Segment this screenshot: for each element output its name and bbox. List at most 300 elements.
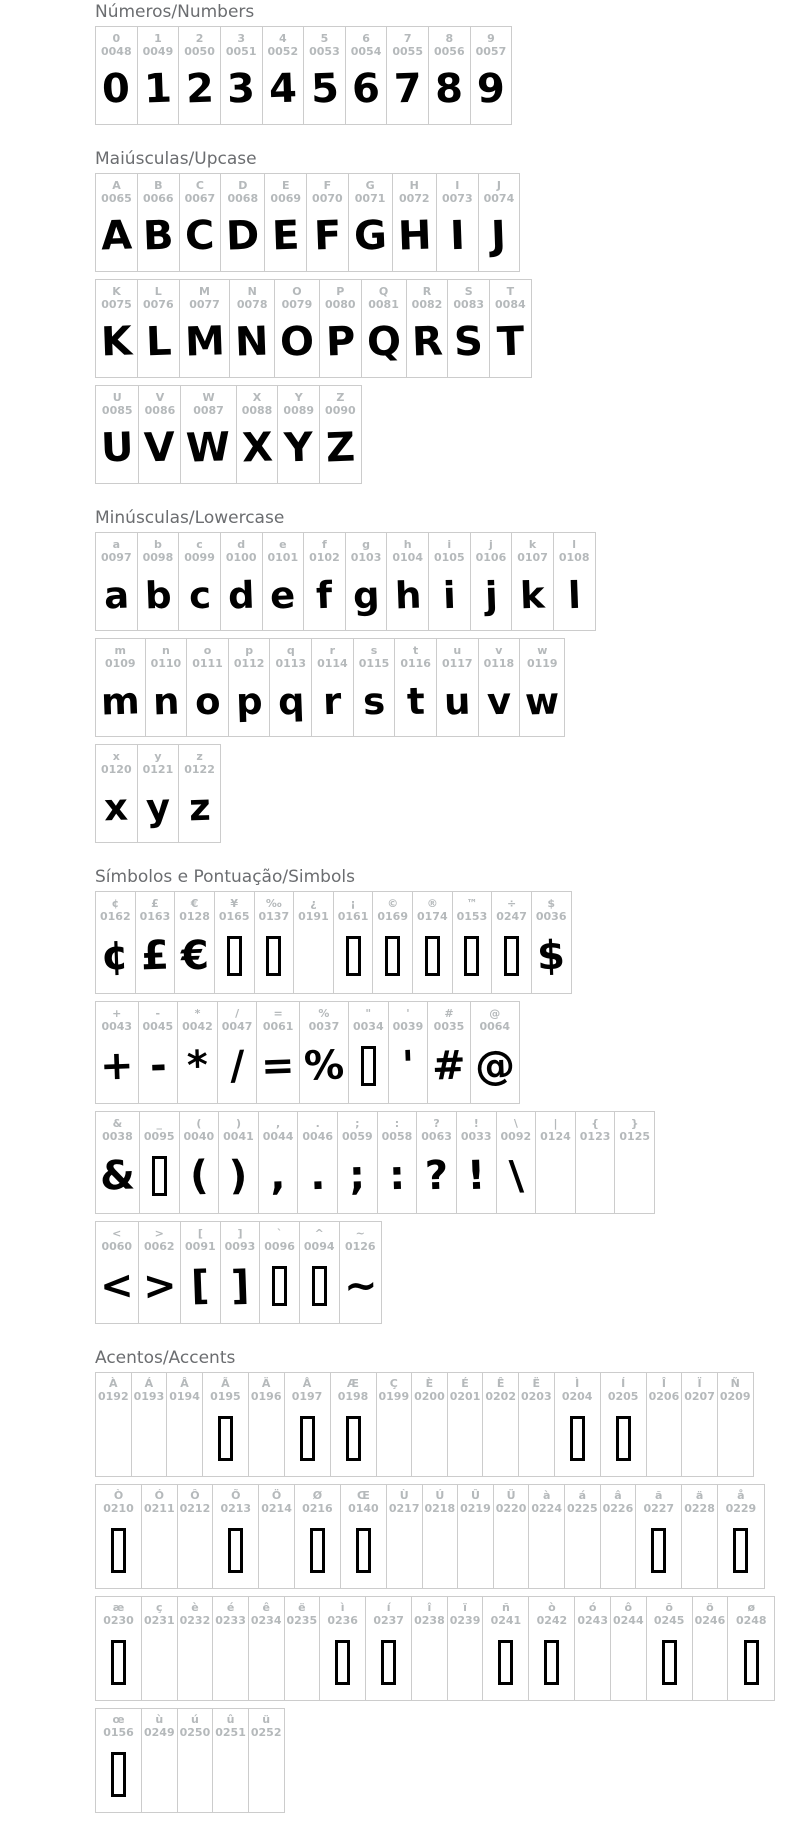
cell-unicode-label: 0108 <box>558 551 590 564</box>
cell-unicode-label: 0034 <box>352 1020 384 1033</box>
cell-character-label: < <box>112 1227 122 1240</box>
cell-character-label: h <box>403 538 412 551</box>
glyph-preview: M <box>183 318 226 366</box>
cell-unicode-label: 0104 <box>392 551 423 564</box>
cell-character-label: 3 <box>237 32 246 45</box>
glyph-area <box>226 205 259 264</box>
glyph-cell <box>96 280 138 377</box>
glyph-area <box>346 923 361 986</box>
cell-unicode-label: 0114 <box>317 657 348 670</box>
glyph-preview: T <box>495 318 525 366</box>
glyph-preview: p <box>235 679 264 723</box>
cell-character-label: ® <box>426 897 438 910</box>
glyph-area <box>395 564 421 623</box>
cell-unicode-label: 0035 <box>433 1020 465 1033</box>
glyph-preview: C <box>184 212 216 260</box>
glyph-area <box>616 1403 631 1470</box>
cell-unicode-label: 0125 <box>619 1130 651 1143</box>
cell-character-label: Ë <box>532 1377 541 1390</box>
cell-unicode-label: 0072 <box>398 192 430 205</box>
section <box>95 1348 800 1813</box>
cell-unicode-label: 0122 <box>184 763 215 776</box>
glyph-cell <box>213 1709 249 1812</box>
cell-unicode-label: 0197 <box>291 1390 323 1403</box>
cell-character-label: © <box>387 897 399 910</box>
glyph-area <box>146 311 172 370</box>
glyph-preview: ~ <box>342 1262 378 1310</box>
cell-unicode-label: 0252 <box>250 1726 282 1739</box>
cell-unicode-label: 0055 <box>392 45 423 58</box>
cell-unicode-label: 0249 <box>144 1726 175 1739</box>
glyph-area <box>344 1253 378 1316</box>
cell-character-label: I <box>455 179 460 192</box>
glyph-preview: x <box>103 785 129 829</box>
cell-unicode-label: 0243 <box>577 1614 608 1627</box>
cell-character-label: U <box>112 391 122 404</box>
glyph-area <box>485 564 498 623</box>
glyph-preview: £ <box>140 932 170 980</box>
glyph-cell <box>413 892 453 993</box>
cell-unicode-label: 0057 <box>475 45 507 58</box>
glyph-area <box>102 58 130 117</box>
glyph-area <box>520 564 545 623</box>
cell-character-label: Ö <box>271 1489 282 1502</box>
glyph-cell <box>138 280 180 377</box>
cell-character-label: " <box>365 1007 372 1020</box>
cell-unicode-label: 0100 <box>225 551 257 564</box>
glyph-cell <box>423 1485 459 1588</box>
cell-character-label: B <box>154 179 163 192</box>
glyph-cell <box>494 1485 530 1588</box>
glyph-preview: q <box>276 679 305 723</box>
font-character-map <box>95 2 800 1813</box>
cell-unicode-label: 0039 <box>392 1020 424 1033</box>
cell-unicode-label: 0174 <box>417 910 448 923</box>
glyph-cell <box>229 639 271 736</box>
glyph-cell <box>346 533 388 630</box>
glyph-cell <box>575 1597 611 1700</box>
glyph-area <box>316 564 332 623</box>
cell-character-label: ò <box>548 1601 556 1614</box>
cell-character-label: Ê <box>496 1377 505 1390</box>
glyph-preview: r <box>322 679 343 723</box>
cell-character-label: \ <box>513 1117 518 1130</box>
glyph-cell <box>389 1002 429 1103</box>
glyph-area <box>314 205 341 264</box>
cell-character-label: ~ <box>355 1227 365 1240</box>
glyph-cell <box>479 639 521 736</box>
cell-unicode-label: 0194 <box>169 1390 200 1403</box>
glyph-area <box>444 670 470 729</box>
glyph-area <box>498 1627 513 1694</box>
cell-character-label: T <box>506 285 515 298</box>
cell-character-label: m <box>114 644 127 657</box>
glyph-preview: J <box>490 212 508 260</box>
cell-character-label: ù <box>155 1713 164 1726</box>
glyph-preview: * <box>186 1042 209 1090</box>
cell-character-label: ó <box>588 1601 597 1614</box>
cell-character-label: p <box>245 644 254 657</box>
glyph-cell <box>178 1709 214 1812</box>
cell-character-label: ¥ <box>230 897 239 910</box>
glyph-preview: L <box>144 318 172 366</box>
glyph-row <box>95 385 362 484</box>
glyph-preview: > <box>141 1262 177 1310</box>
glyph-area <box>189 564 211 623</box>
glyph-cell <box>693 1597 729 1700</box>
cell-unicode-label: 0058 <box>381 1130 413 1143</box>
cell-character-label: Ï <box>697 1377 702 1390</box>
glyph-area <box>354 205 387 264</box>
cell-unicode-label: 0048 <box>101 45 132 58</box>
cell-unicode-label: 0099 <box>184 551 215 564</box>
glyph-cell <box>536 1112 576 1213</box>
cell-unicode-label: 0229 <box>725 1502 757 1515</box>
glyph-area <box>100 1143 135 1206</box>
missing-glyph-box <box>227 936 242 976</box>
cell-character-label: 5 <box>320 32 329 45</box>
cell-character-label: € <box>190 897 199 910</box>
cell-character-label: Q <box>378 285 389 298</box>
glyph-area <box>402 1033 414 1096</box>
glyph-preview: ( <box>188 1152 209 1200</box>
cell-character-label: G <box>365 179 375 192</box>
glyph-cell <box>320 280 362 377</box>
cell-character-label: É <box>461 1377 469 1390</box>
glyph-cell <box>96 1709 142 1812</box>
glyph-cell <box>96 1112 140 1213</box>
glyph-cell <box>412 1373 448 1476</box>
cell-unicode-label: 0211 <box>144 1502 175 1515</box>
glyph-area <box>231 1253 249 1316</box>
glyph-cell <box>320 1597 366 1700</box>
glyph-preview: \ <box>507 1152 524 1200</box>
glyph-area <box>744 1627 759 1694</box>
glyph-cell <box>718 1373 753 1476</box>
cell-unicode-label: 0230 <box>103 1614 134 1627</box>
cell-unicode-label: 0046 <box>302 1130 334 1143</box>
glyph-preview: € <box>179 932 210 980</box>
cell-unicode-label: 0088 <box>241 404 273 417</box>
glyph-area <box>104 564 129 623</box>
glyph-cell <box>346 27 388 124</box>
glyph-preview: d <box>227 573 256 617</box>
glyph-area <box>361 1033 376 1096</box>
cell-character-label: { <box>591 1117 599 1130</box>
glyph-cell <box>366 1597 412 1700</box>
glyph-cell <box>285 1373 331 1476</box>
glyph-preview: Z <box>325 424 356 472</box>
glyph-preview: I <box>449 212 466 260</box>
glyph-area <box>284 417 313 476</box>
glyph-area <box>477 58 505 117</box>
cell-character-label: u <box>453 644 462 657</box>
cell-character-label: ï <box>463 1601 467 1614</box>
cell-character-label: Ä <box>261 1377 271 1390</box>
glyph-area <box>278 670 305 729</box>
glyph-area <box>100 1253 134 1316</box>
cell-character-label: ™ <box>466 897 478 910</box>
glyph-preview: K <box>100 318 133 366</box>
cell-character-label: A <box>112 179 121 192</box>
glyph-area <box>227 923 242 986</box>
missing-glyph-box <box>312 1266 327 1306</box>
glyph-cell <box>647 1373 683 1476</box>
cell-unicode-label: 0089 <box>283 404 315 417</box>
cell-character-label: 9 <box>487 32 495 45</box>
glyph-area <box>270 564 295 623</box>
cell-character-label: X <box>252 391 262 404</box>
cell-unicode-label: 0064 <box>479 1020 511 1033</box>
cell-unicode-label: 0199 <box>378 1390 410 1403</box>
glyph-preview: F <box>312 212 342 260</box>
cell-unicode-label: 0050 <box>184 45 215 58</box>
glyph-cell <box>140 1112 180 1213</box>
glyph-row <box>95 279 532 378</box>
cell-unicode-label: 0235 <box>286 1614 318 1627</box>
glyph-cell <box>307 174 349 271</box>
cell-character-label: b <box>154 538 162 551</box>
glyph-preview: 2 <box>184 65 215 113</box>
glyph-area <box>111 1515 126 1582</box>
glyph-preview: / <box>228 1042 246 1090</box>
cell-character-label: Ü <box>506 1489 516 1502</box>
glyph-row <box>95 744 221 843</box>
cell-character-label: n <box>161 644 170 657</box>
glyph-preview: Y <box>283 424 315 472</box>
missing-glyph-box <box>361 1046 376 1086</box>
cell-character-label: £ <box>151 897 159 910</box>
missing-glyph-box <box>544 1640 559 1685</box>
cell-unicode-label: 0206 <box>648 1390 680 1403</box>
cell-character-label: F <box>323 179 332 192</box>
glyph-area <box>236 670 263 729</box>
cell-unicode-label: 0241 <box>490 1614 522 1627</box>
glyph-cell <box>479 174 520 271</box>
cell-character-label: x <box>112 750 120 763</box>
cell-unicode-label: 0246 <box>694 1614 726 1627</box>
glyph-area <box>101 923 129 986</box>
glyph-area <box>100 1033 134 1096</box>
glyph-area <box>186 417 230 476</box>
glyph-cell <box>457 1112 497 1213</box>
cell-unicode-label: 0067 <box>184 192 216 205</box>
cell-unicode-label: 0085 <box>101 404 133 417</box>
glyph-row <box>95 1708 285 1813</box>
cell-character-label: Œ <box>356 1489 370 1502</box>
cell-character-label: + <box>112 1007 122 1020</box>
cell-unicode-label: 0037 <box>308 1020 340 1033</box>
cell-unicode-label: 0107 <box>517 551 548 564</box>
cell-character-label: ¿ <box>310 897 317 910</box>
glyph-cell <box>512 533 554 630</box>
glyph-area <box>101 311 132 370</box>
glyph-preview: & <box>99 1152 136 1200</box>
cell-character-label: ) <box>235 1117 241 1130</box>
cell-unicode-label: 0036 <box>535 910 567 923</box>
cell-character-label: r <box>329 644 336 657</box>
glyph-area <box>497 311 524 370</box>
missing-glyph-box <box>111 1752 126 1797</box>
glyph-cell <box>179 27 221 124</box>
glyph-cell <box>215 892 255 993</box>
glyph-cell <box>179 533 221 630</box>
glyph-cell <box>647 1597 693 1700</box>
cell-character-label: W <box>202 391 215 404</box>
cell-character-label: y <box>154 750 162 763</box>
cell-character-label: s <box>370 644 378 657</box>
cell-unicode-label: 0236 <box>327 1614 358 1627</box>
cell-unicode-label: 0228 <box>684 1502 715 1515</box>
glyph-preview: 4 <box>268 65 298 113</box>
glyph-area <box>195 670 220 729</box>
glyph-area <box>568 564 581 623</box>
glyph-area <box>186 58 214 117</box>
glyph-area <box>311 58 339 117</box>
glyph-preview: v <box>486 679 512 723</box>
cell-character-label: ¡ <box>350 897 356 910</box>
glyph-cell <box>136 892 176 993</box>
glyph-cell <box>312 639 354 736</box>
cell-unicode-label: 0066 <box>142 192 174 205</box>
glyph-cell <box>139 1222 182 1323</box>
glyph-cell <box>320 386 361 483</box>
glyph-area <box>145 564 172 623</box>
cell-character-label: ; <box>355 1117 360 1130</box>
glyph-cell <box>492 892 532 993</box>
cell-character-label: 2 <box>195 32 204 45</box>
glyph-area <box>310 1143 325 1206</box>
glyph-area <box>385 923 400 986</box>
glyph-cell <box>728 1597 774 1700</box>
glyph-cell <box>718 1485 764 1588</box>
glyph-preview: - <box>148 1042 167 1090</box>
cell-character-label: 8 <box>445 32 454 45</box>
glyph-row <box>95 891 572 994</box>
glyph-preview: 0 <box>101 65 132 113</box>
glyph-cell <box>181 386 236 483</box>
cell-unicode-label: 0044 <box>262 1130 294 1143</box>
cell-character-label: Ò <box>113 1489 124 1502</box>
cell-character-label: ì <box>340 1601 345 1614</box>
cell-unicode-label: 0212 <box>179 1502 211 1515</box>
cell-unicode-label: 0169 <box>377 910 408 923</box>
cell-character-label: & <box>112 1117 123 1130</box>
missing-glyph-box <box>464 936 479 976</box>
cell-character-label: o <box>203 644 212 657</box>
glyph-cell <box>601 1373 647 1476</box>
cell-character-label: î <box>427 1601 432 1614</box>
glyph-cell <box>96 1373 132 1476</box>
glyph-preview: : <box>388 1152 406 1200</box>
cell-character-label: f <box>322 538 327 551</box>
glyph-area <box>150 1033 167 1096</box>
glyph-area <box>272 1253 287 1316</box>
cell-character-label: û <box>226 1713 235 1726</box>
glyph-preview: u <box>443 679 472 723</box>
cell-unicode-label: 0094 <box>303 1240 335 1253</box>
glyph-cell <box>428 1002 471 1103</box>
cell-unicode-label: 0112 <box>233 657 265 670</box>
cell-unicode-label: 0140 <box>348 1502 379 1515</box>
cell-unicode-label: 0076 <box>143 298 174 311</box>
cell-unicode-label: 0217 <box>388 1502 420 1515</box>
glyph-area <box>425 923 440 986</box>
glyph-preview: U <box>100 424 135 472</box>
cell-character-label: Û <box>470 1489 480 1502</box>
cell-character-label: L <box>154 285 162 298</box>
cell-character-label: J <box>496 179 501 192</box>
glyph-area <box>346 1403 361 1470</box>
cell-character-label: S <box>464 285 473 298</box>
glyph-area <box>101 670 140 729</box>
cell-unicode-label: 0078 <box>236 298 268 311</box>
glyph-preview: ) <box>228 1152 249 1200</box>
cell-character-label: _ <box>156 1117 162 1130</box>
cell-character-label: N <box>247 285 257 298</box>
glyph-cell <box>175 892 215 993</box>
glyph-area <box>101 417 133 476</box>
cell-character-label: } <box>630 1117 639 1130</box>
cell-unicode-label: 0105 <box>434 551 465 564</box>
glyph-preview: ¢ <box>100 932 131 980</box>
cell-unicode-label: 0220 <box>495 1502 527 1515</box>
cell-unicode-label: 0117 <box>441 657 473 670</box>
cell-unicode-label: 0204 <box>561 1390 593 1403</box>
glyph-preview: ' <box>400 1042 415 1090</box>
glyph-cell <box>387 533 429 630</box>
glyph-area <box>144 58 172 117</box>
missing-glyph-box <box>272 1266 287 1306</box>
cell-character-label: $ <box>547 897 556 910</box>
glyph-area <box>352 58 380 117</box>
cell-unicode-label: 0209 <box>719 1390 751 1403</box>
glyph-cell <box>295 1485 341 1588</box>
glyph-cell <box>221 533 263 630</box>
glyph-preview: @ <box>473 1042 516 1090</box>
glyph-cell <box>259 1485 295 1588</box>
cell-unicode-label: 0069 <box>270 192 302 205</box>
glyph-cell <box>636 1485 682 1588</box>
cell-unicode-label: 0095 <box>143 1130 175 1143</box>
cell-unicode-label: 0068 <box>227 192 259 205</box>
glyph-area <box>435 58 463 117</box>
cell-character-label: K <box>112 285 121 298</box>
cell-unicode-label: 0109 <box>104 657 136 670</box>
glyph-cell <box>304 533 346 630</box>
glyph-preview: S <box>453 318 484 366</box>
cell-character-label: k <box>528 538 537 551</box>
cell-unicode-label: 0244 <box>613 1614 644 1627</box>
cell-unicode-label: 0045 <box>142 1020 174 1033</box>
cell-character-label: i <box>447 538 452 551</box>
glyph-area <box>272 205 299 264</box>
cell-unicode-label: 0239 <box>449 1614 481 1627</box>
glyph-cell <box>437 639 479 736</box>
glyph-preview: 9 <box>476 65 506 113</box>
glyph-area <box>326 311 355 370</box>
glyph-cell <box>96 174 138 271</box>
glyph-area <box>280 311 314 370</box>
missing-glyph-box <box>300 1416 315 1461</box>
cell-unicode-label: 0115 <box>358 657 390 670</box>
section <box>95 508 800 843</box>
cell-character-label: ( <box>196 1117 202 1130</box>
cell-character-label: 7 <box>403 32 412 45</box>
glyph-area <box>229 1143 247 1206</box>
glyph-area <box>104 776 128 835</box>
glyph-area <box>101 205 132 264</box>
